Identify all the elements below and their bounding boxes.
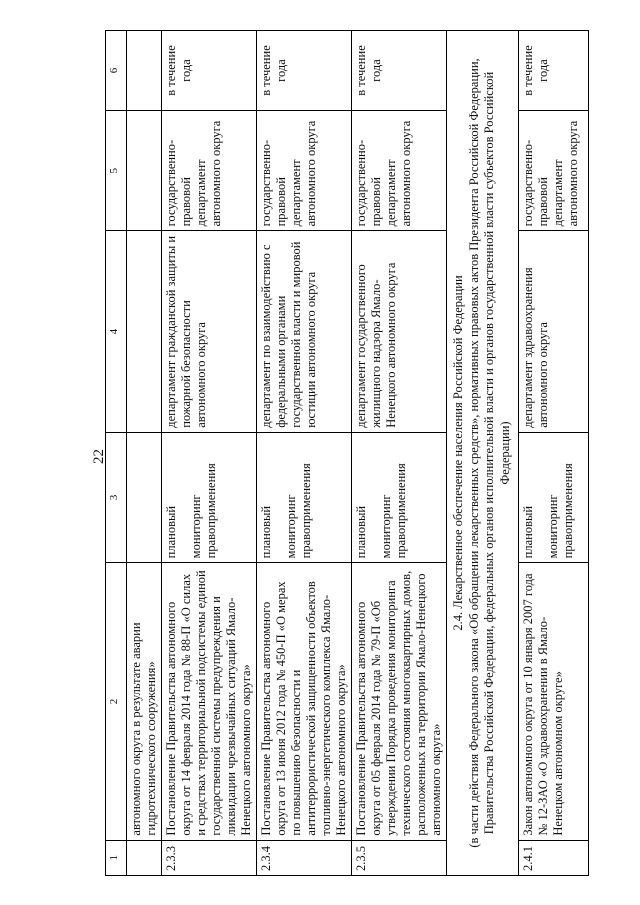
co-executor: государственно-правовой департамент автономного округа [162, 110, 257, 230]
check-kind: мониторинг правоприменения [189, 463, 218, 559]
co-executor: государственно-правовой департамент автономного округа [352, 110, 447, 230]
page-number: 22 [91, 449, 107, 464]
check-type: плановый [354, 505, 368, 559]
executor: департамент здравоохранения автономного округа [518, 231, 588, 432]
table-row [162, 31, 257, 876]
document-title: Постановление Правительства автономного округа от 13 июня 2012 года № 450-П «О мерах по повышению безопасности и антитеррористической защищенности объектов топливно-энергетического комплекса Ямало-Ненецкого автономного округа» [257, 563, 352, 840]
continuation-text: автономного округа в результате аварии гидротехнического сооружения» [127, 563, 162, 840]
check-kind: мониторинг правоприменения [545, 463, 575, 559]
document-title: Закон автономного округа от 10 января 2007 года № 12-ЗАО «О здравоохранении в Ямало-Ненецком автономном округе» [518, 563, 588, 840]
check-type: плановый [259, 505, 273, 559]
term: в течение года [162, 31, 257, 111]
continuation-row [127, 31, 162, 876]
executor: департамент государственного жилищного надзора Ямало-Ненецкого автономного округа [352, 231, 447, 432]
table-row [257, 31, 352, 876]
term: в течение года [518, 31, 588, 111]
co-executor: государственно-правовой департамент автономного округа [257, 110, 352, 230]
executor: департамент по взаимодействию с федеральными органами государственной власти и мировой юстиции автономного округа [257, 231, 352, 432]
col-header-6: 6 [106, 31, 127, 111]
check-type: плановый [164, 505, 178, 559]
header-row [106, 31, 127, 876]
section-description: (в части действия Федерального закона «Об обращении лекарственных средств», нормативных правовых актов Президента Российской Федерации, Правительства Российской Федерации, федеральных органов исполнительной власти и органов государственной власти субъектов Российской Федерации) [466, 58, 512, 848]
col-header-4: 4 [106, 231, 127, 432]
row-number: 2.4.1 [518, 840, 588, 875]
table-row [518, 31, 588, 876]
term: в течение года [352, 31, 447, 111]
row-number: 2.3.4 [257, 840, 352, 875]
col-header-2: 2 [106, 563, 127, 840]
check-type: плановый [520, 505, 535, 559]
document-title: Постановление Правительства автономного округа от 14 февраля 2014 года № 88-П «О силах и средствах территориальной подсистемы единой государственной системы предупреждения и ликвидации чрезвычайных ситуаций Ямало-Ненецкого автономного округа» [162, 563, 257, 840]
executor: департамент гражданской защиты и пожарной безопасности автономного округа [162, 231, 257, 432]
row-number: 2.3.3 [162, 840, 257, 875]
col-header-5: 5 [106, 110, 127, 230]
co-executor: государственно-правовой департамент автономного округа [518, 110, 588, 230]
plan-table [105, 30, 589, 876]
section-row [447, 31, 519, 876]
table-row [352, 31, 447, 876]
term: в течение года [257, 31, 352, 111]
rotated-page [105, 30, 580, 876]
col-header-3: 3 [106, 432, 127, 563]
section-title: 2.4. Лекарственное обеспечение населения Российской Федерации [451, 275, 465, 631]
row-number: 2.3.5 [352, 840, 447, 875]
check-kind: мониторинг правоприменения [284, 463, 313, 559]
col-header-1: 1 [106, 840, 127, 875]
check-kind: мониторинг правоприменения [379, 463, 408, 559]
document-title: Постановление Правительства автономного округа от 05 февраля 2014 года № 79-П «Об утверждении Порядка проведения мониторинга технического состояния многоквартирных домов, расположенных на территории Ямало-Ненецкого автономного округа» [352, 563, 447, 840]
